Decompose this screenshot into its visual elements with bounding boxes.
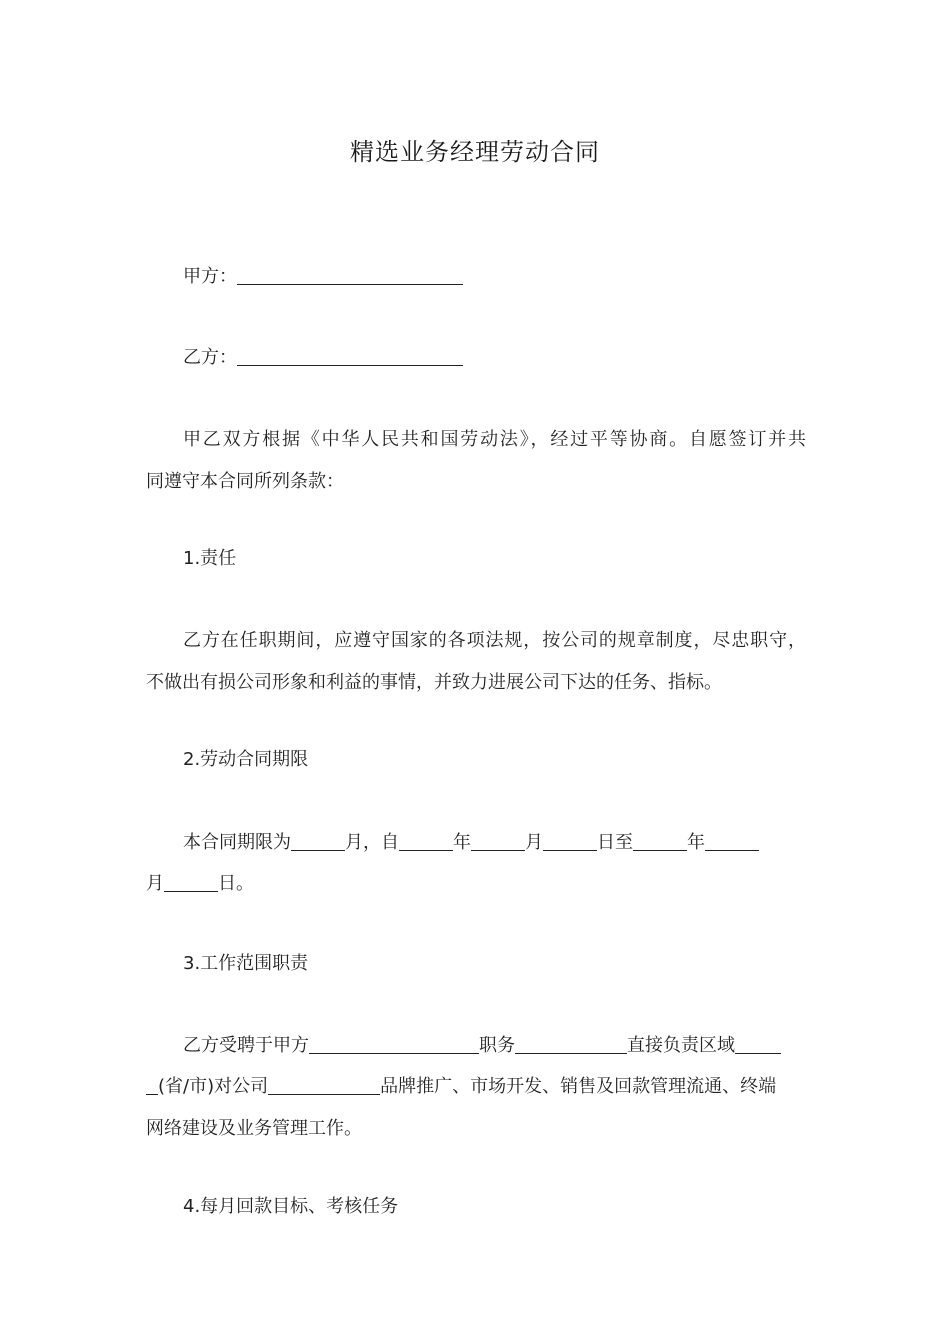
section-heading-1: 1.责任 <box>183 548 237 569</box>
start-day-blank <box>543 830 597 851</box>
section-3-line-1 <box>183 1032 806 1060</box>
section-2-line-2 <box>146 870 806 898</box>
section-2-line-1 <box>183 829 806 857</box>
duties-text: 品牌推广、市场开发、销售及回款管理流通、终端 <box>380 1076 777 1097</box>
section-3-line-2 <box>146 1073 806 1101</box>
start-day-label: 日至 <box>597 832 633 853</box>
employ-prefix: 乙方受聘于甲方 <box>183 1035 309 1056</box>
section-heading-2: 2.劳动合同期限 <box>183 749 309 770</box>
brand-blank <box>268 1074 380 1095</box>
party-a-line <box>183 263 806 291</box>
employer-blank <box>309 1033 479 1054</box>
position-blank <box>515 1033 627 1054</box>
party-a-label: 甲方： <box>183 266 237 287</box>
intro-line-1: 甲乙双方根据《中华人民共和国劳动法》，经过平等协商。自愿签订并共 <box>183 429 806 450</box>
end-day-blank <box>164 871 218 892</box>
end-month-blank <box>705 830 759 851</box>
party-a-blank <box>237 264 463 285</box>
party-b-label: 乙方： <box>183 347 237 368</box>
start-year-label: 年 <box>453 832 471 853</box>
section-heading-3: 3.工作范围职责 <box>183 953 309 974</box>
end-day-label: 日。 <box>218 873 254 894</box>
end-year-label: 年 <box>687 832 705 853</box>
start-month-blank <box>471 830 525 851</box>
end-year-blank <box>633 830 687 851</box>
section-heading-4: 4.每月回款目标、考核任务 <box>183 1196 399 1217</box>
intro-line-2: 同遵守本合同所列条款： <box>146 471 344 492</box>
page-title: 精选业务经理劳动合同 <box>350 138 600 166</box>
end-month-label: 月 <box>146 873 164 894</box>
section-1-line-2: 不做出有损公司形象和利益的事情，并致力进展公司下达的任务、指标。 <box>146 672 722 693</box>
section-3-line-3: 网络建设及业务管理工作。 <box>146 1118 362 1139</box>
region-unit-label: (省/市)对公司 <box>158 1076 269 1097</box>
term-month-suffix: 月，自 <box>345 832 399 853</box>
start-year-blank <box>399 830 453 851</box>
position-label: 职务 <box>479 1035 515 1056</box>
area-blank-2 <box>146 1074 158 1095</box>
term-prefix: 本合同期限为 <box>183 832 291 853</box>
start-month-label: 月 <box>525 832 543 853</box>
area-blank-1 <box>735 1033 781 1054</box>
party-b-line <box>183 344 806 372</box>
party-b-blank <box>237 345 463 366</box>
term-months-blank <box>291 830 345 851</box>
section-1-line-1: 乙方在任职期间，应遵守国家的各项法规，按公司的规章制度，尽忠职守， <box>183 630 806 651</box>
area-label: 直接负责区域 <box>627 1035 735 1056</box>
